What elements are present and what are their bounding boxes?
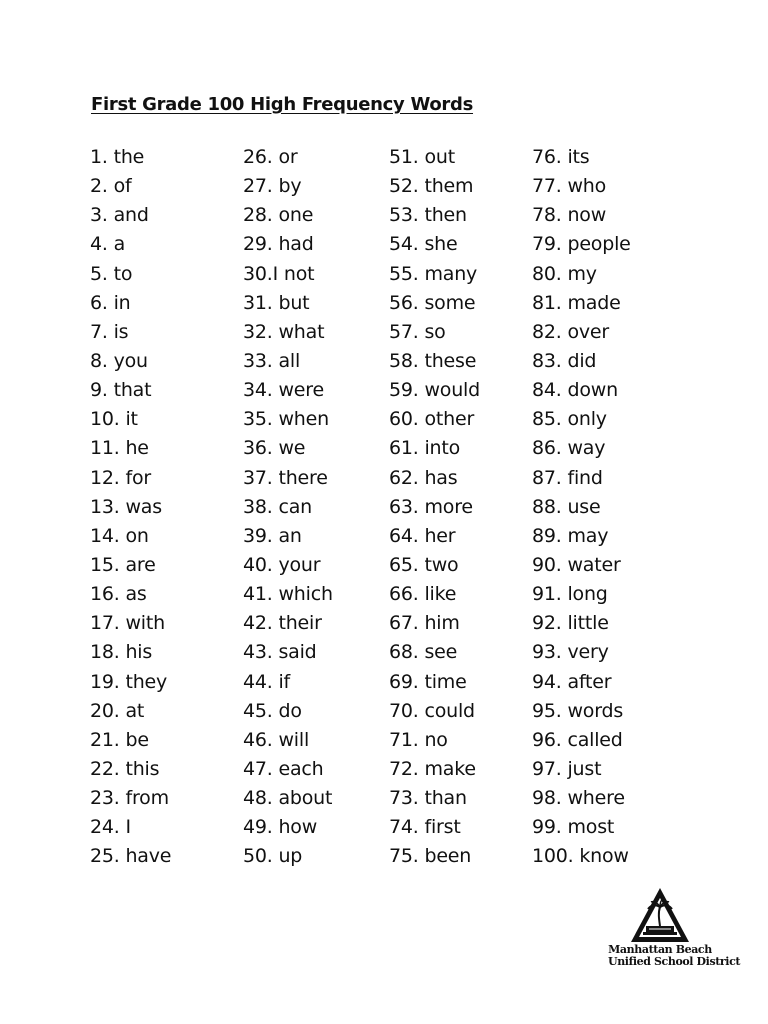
word-item: 99. most	[532, 816, 615, 839]
word-item: 53. then	[389, 204, 467, 227]
word-item: 59. would	[389, 379, 481, 402]
word-item: 72. make	[389, 757, 476, 780]
word-item: 67. him	[389, 612, 460, 635]
word-item: 89. may	[532, 524, 609, 547]
word-item: 61. into	[389, 437, 461, 460]
word-item: 8. you	[90, 349, 148, 372]
word-item: 85. only	[532, 408, 607, 431]
logo-line-2: Unified School District	[608, 955, 741, 968]
word-item: 66. like	[389, 583, 457, 606]
word-item: 45. do	[243, 699, 302, 722]
district-logo	[608, 886, 741, 968]
word-column-4	[532, 143, 631, 872]
word-item: 16. as	[90, 583, 147, 606]
word-item: 56. some	[389, 291, 476, 314]
word-item: 2. of	[90, 175, 132, 198]
word-item: 42. their	[243, 612, 322, 635]
word-item: 74. first	[389, 816, 461, 839]
word-item: 13. was	[90, 495, 162, 518]
word-item: 54. she	[389, 233, 458, 256]
triangle-palm-tree-logo-icon	[629, 886, 691, 944]
word-item: 68. see	[389, 641, 458, 664]
word-item: 73. than	[389, 787, 467, 810]
word-item: 14. on	[90, 524, 149, 547]
word-item: 100. know	[532, 845, 629, 868]
word-item: 50. up	[243, 845, 303, 868]
word-item: 5. to	[90, 262, 133, 285]
word-item: 19. they	[90, 670, 168, 693]
word-item: 92. little	[532, 612, 609, 635]
word-item: 84. down	[532, 379, 618, 402]
word-item: 98. where	[532, 787, 625, 810]
word-item: 90. water	[532, 553, 621, 576]
word-item: 60. other	[389, 408, 475, 431]
word-item: 77. who	[532, 175, 607, 198]
word-item: 62. has	[389, 466, 458, 489]
page-title: First Grade 100 High Frequency Words	[91, 94, 474, 115]
word-item: 79. people	[532, 233, 631, 256]
word-item: 76. its	[532, 146, 590, 168]
word-item: 18. his	[90, 641, 153, 664]
word-item: 10. it	[90, 408, 138, 431]
word-item: 9. that	[90, 379, 152, 402]
word-item: 49. how	[243, 816, 318, 839]
word-item: 86. way	[532, 437, 606, 460]
logo-line-1: Manhattan Beach	[608, 943, 712, 956]
word-item: 38. can	[243, 495, 312, 518]
word-item: 26. or	[243, 146, 298, 168]
word-item: 32. what	[243, 320, 325, 343]
word-item: 94. after	[532, 670, 612, 693]
word-item: 6. in	[90, 291, 131, 314]
word-item: 88. use	[532, 495, 601, 518]
word-item: 41. which	[243, 583, 333, 606]
word-item: 17. with	[90, 612, 165, 635]
word-column-3	[389, 143, 480, 872]
word-item: 23. from	[90, 787, 169, 810]
word-item: 78. now	[532, 204, 607, 227]
word-item: 69. time	[389, 670, 467, 693]
word-item: 93. very	[532, 641, 609, 664]
word-item: 21. be	[90, 728, 149, 751]
word-item: 82. over	[532, 320, 610, 343]
word-item: 20. at	[90, 699, 145, 722]
word-item: 57. so	[389, 320, 446, 343]
word-item: 91. long	[532, 583, 608, 606]
word-item: 70. could	[389, 699, 475, 722]
word-item: 83. did	[532, 349, 597, 372]
word-item: 24. I	[90, 816, 131, 839]
word-item: 29. had	[243, 233, 314, 256]
word-item: 43. said	[243, 641, 317, 664]
word-item: 30.I not	[243, 262, 315, 285]
word-item: 31. but	[243, 291, 310, 314]
word-item: 40. your	[243, 553, 321, 576]
word-item: 27. by	[243, 175, 302, 198]
word-item: 28. one	[243, 204, 314, 227]
word-item: 37. there	[243, 466, 328, 489]
word-item: 95. words	[532, 699, 624, 722]
word-item: 58. these	[389, 349, 477, 372]
word-item: 96. called	[532, 728, 623, 751]
word-item: 81. made	[532, 291, 621, 314]
word-item: 48. about	[243, 787, 333, 810]
word-item: 65. two	[389, 553, 459, 576]
word-column-2	[243, 143, 333, 872]
word-item: 12. for	[90, 466, 151, 489]
word-column-1	[90, 143, 171, 872]
word-item: 34. were	[243, 379, 324, 402]
word-item: 15. are	[90, 553, 156, 576]
word-item: 3. and	[90, 204, 149, 227]
word-item: 97. just	[532, 757, 602, 780]
word-item: 7. is	[90, 320, 129, 343]
word-item: 52. them	[389, 175, 474, 198]
word-item: 63. more	[389, 495, 473, 518]
word-item: 11. he	[90, 437, 149, 460]
word-item: 35. when	[243, 408, 329, 431]
word-item: 44. if	[243, 670, 291, 693]
word-item: 25. have	[90, 845, 172, 868]
word-item: 1. the	[90, 146, 145, 168]
word-item: 87. find	[532, 466, 603, 489]
word-item: 36. we	[243, 437, 306, 460]
word-item: 80. my	[532, 262, 597, 285]
word-item: 64. her	[389, 524, 456, 547]
word-item: 39. an	[243, 524, 302, 547]
word-item: 22. this	[90, 757, 160, 780]
word-item: 33. all	[243, 349, 301, 372]
word-item: 51. out	[389, 146, 455, 168]
word-item: 71. no	[389, 728, 448, 751]
word-item: 75. been	[389, 845, 472, 868]
word-item: 4. a	[90, 233, 126, 256]
word-item: 47. each	[243, 757, 324, 780]
word-item: 55. many	[389, 262, 478, 285]
word-item: 46. will	[243, 728, 310, 751]
